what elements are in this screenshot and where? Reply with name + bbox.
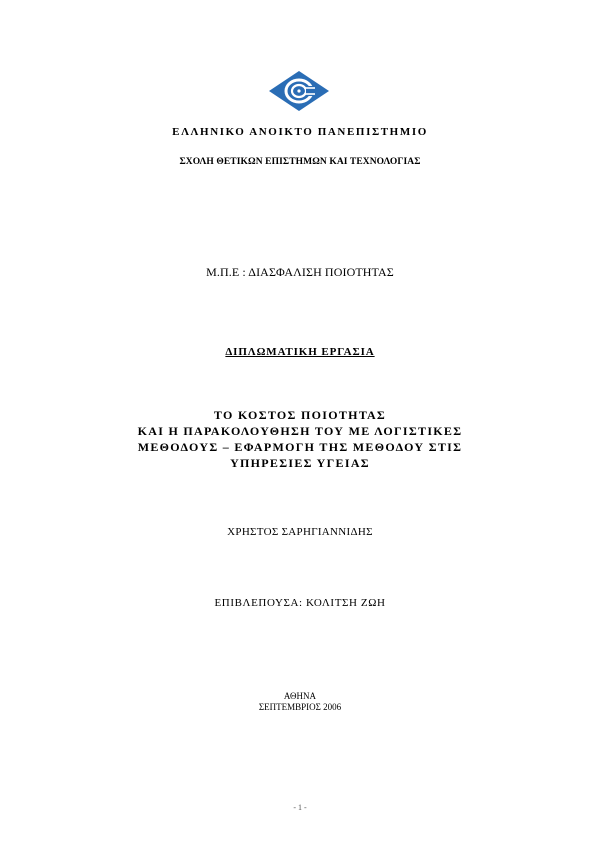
date: ΣΕΠΤΕΜΒΡΙΟΣ 2006 <box>258 702 342 712</box>
school-name: ΣΧΟΛΗ ΘΕΤΙΚΩΝ ΕΠΙΣΤΗΜΩΝ ΚΑΙ ΤΕΧΝΟΛΟΓΙΑΣ <box>179 157 421 167</box>
university-emblem-icon <box>268 70 330 112</box>
thesis-title-line: ΜΕΘΟΔΟΥΣ – ΕΦΑΡΜΟΓΗ ΤΗΣ ΜΕΘΟΔΟΥ ΣΤΙΣ <box>137 440 463 454</box>
thesis-type: ΔΙΠΛΩΜΑΤΙΚΗ ΕΡΓΑΣΙΑ <box>225 346 375 358</box>
supervisor-name: ΕΠΙΒΛΕΠΟΥΣΑ: ΚΟΛΙΤΣΗ ΖΩΗ <box>214 597 386 609</box>
page-number: - 1 - <box>293 803 307 812</box>
program-name: Μ.Π.Ε : ΔΙΑΣΦΑΛΙΣΗ ΠΟΙΟΤΗΤΑΣ <box>206 265 394 279</box>
thesis-title-line: ΚΑΙ Η ΠΑΡΑΚΟΛΟΥΘΗΣΗ ΤΟΥ ΜΕ ΛΟΓΙΣΤΙΚΕΣ <box>137 424 463 438</box>
thesis-title <box>0 407 600 471</box>
author-name: ΧΡΗΣΤΟΣ ΣΑΡΗΓΙΑΝΝΙΔΗΣ <box>227 526 373 538</box>
place-and-date <box>0 691 600 713</box>
thesis-title-line: ΥΠΗΡΕΣΙΕΣ ΥΓΕΙΑΣ <box>230 456 370 470</box>
university-name: ΕΛΛΗΝΙΚΟ ΑΝΟΙΚΤΟ ΠΑΝΕΠΙΣΤΗΜΙΟ <box>172 126 428 138</box>
thesis-title-line: ΤΟ ΚΟΣΤΟΣ ΠΟΙΟΤΗΤΑΣ <box>213 408 387 422</box>
city: ΑΘΗΝΑ <box>283 691 317 701</box>
